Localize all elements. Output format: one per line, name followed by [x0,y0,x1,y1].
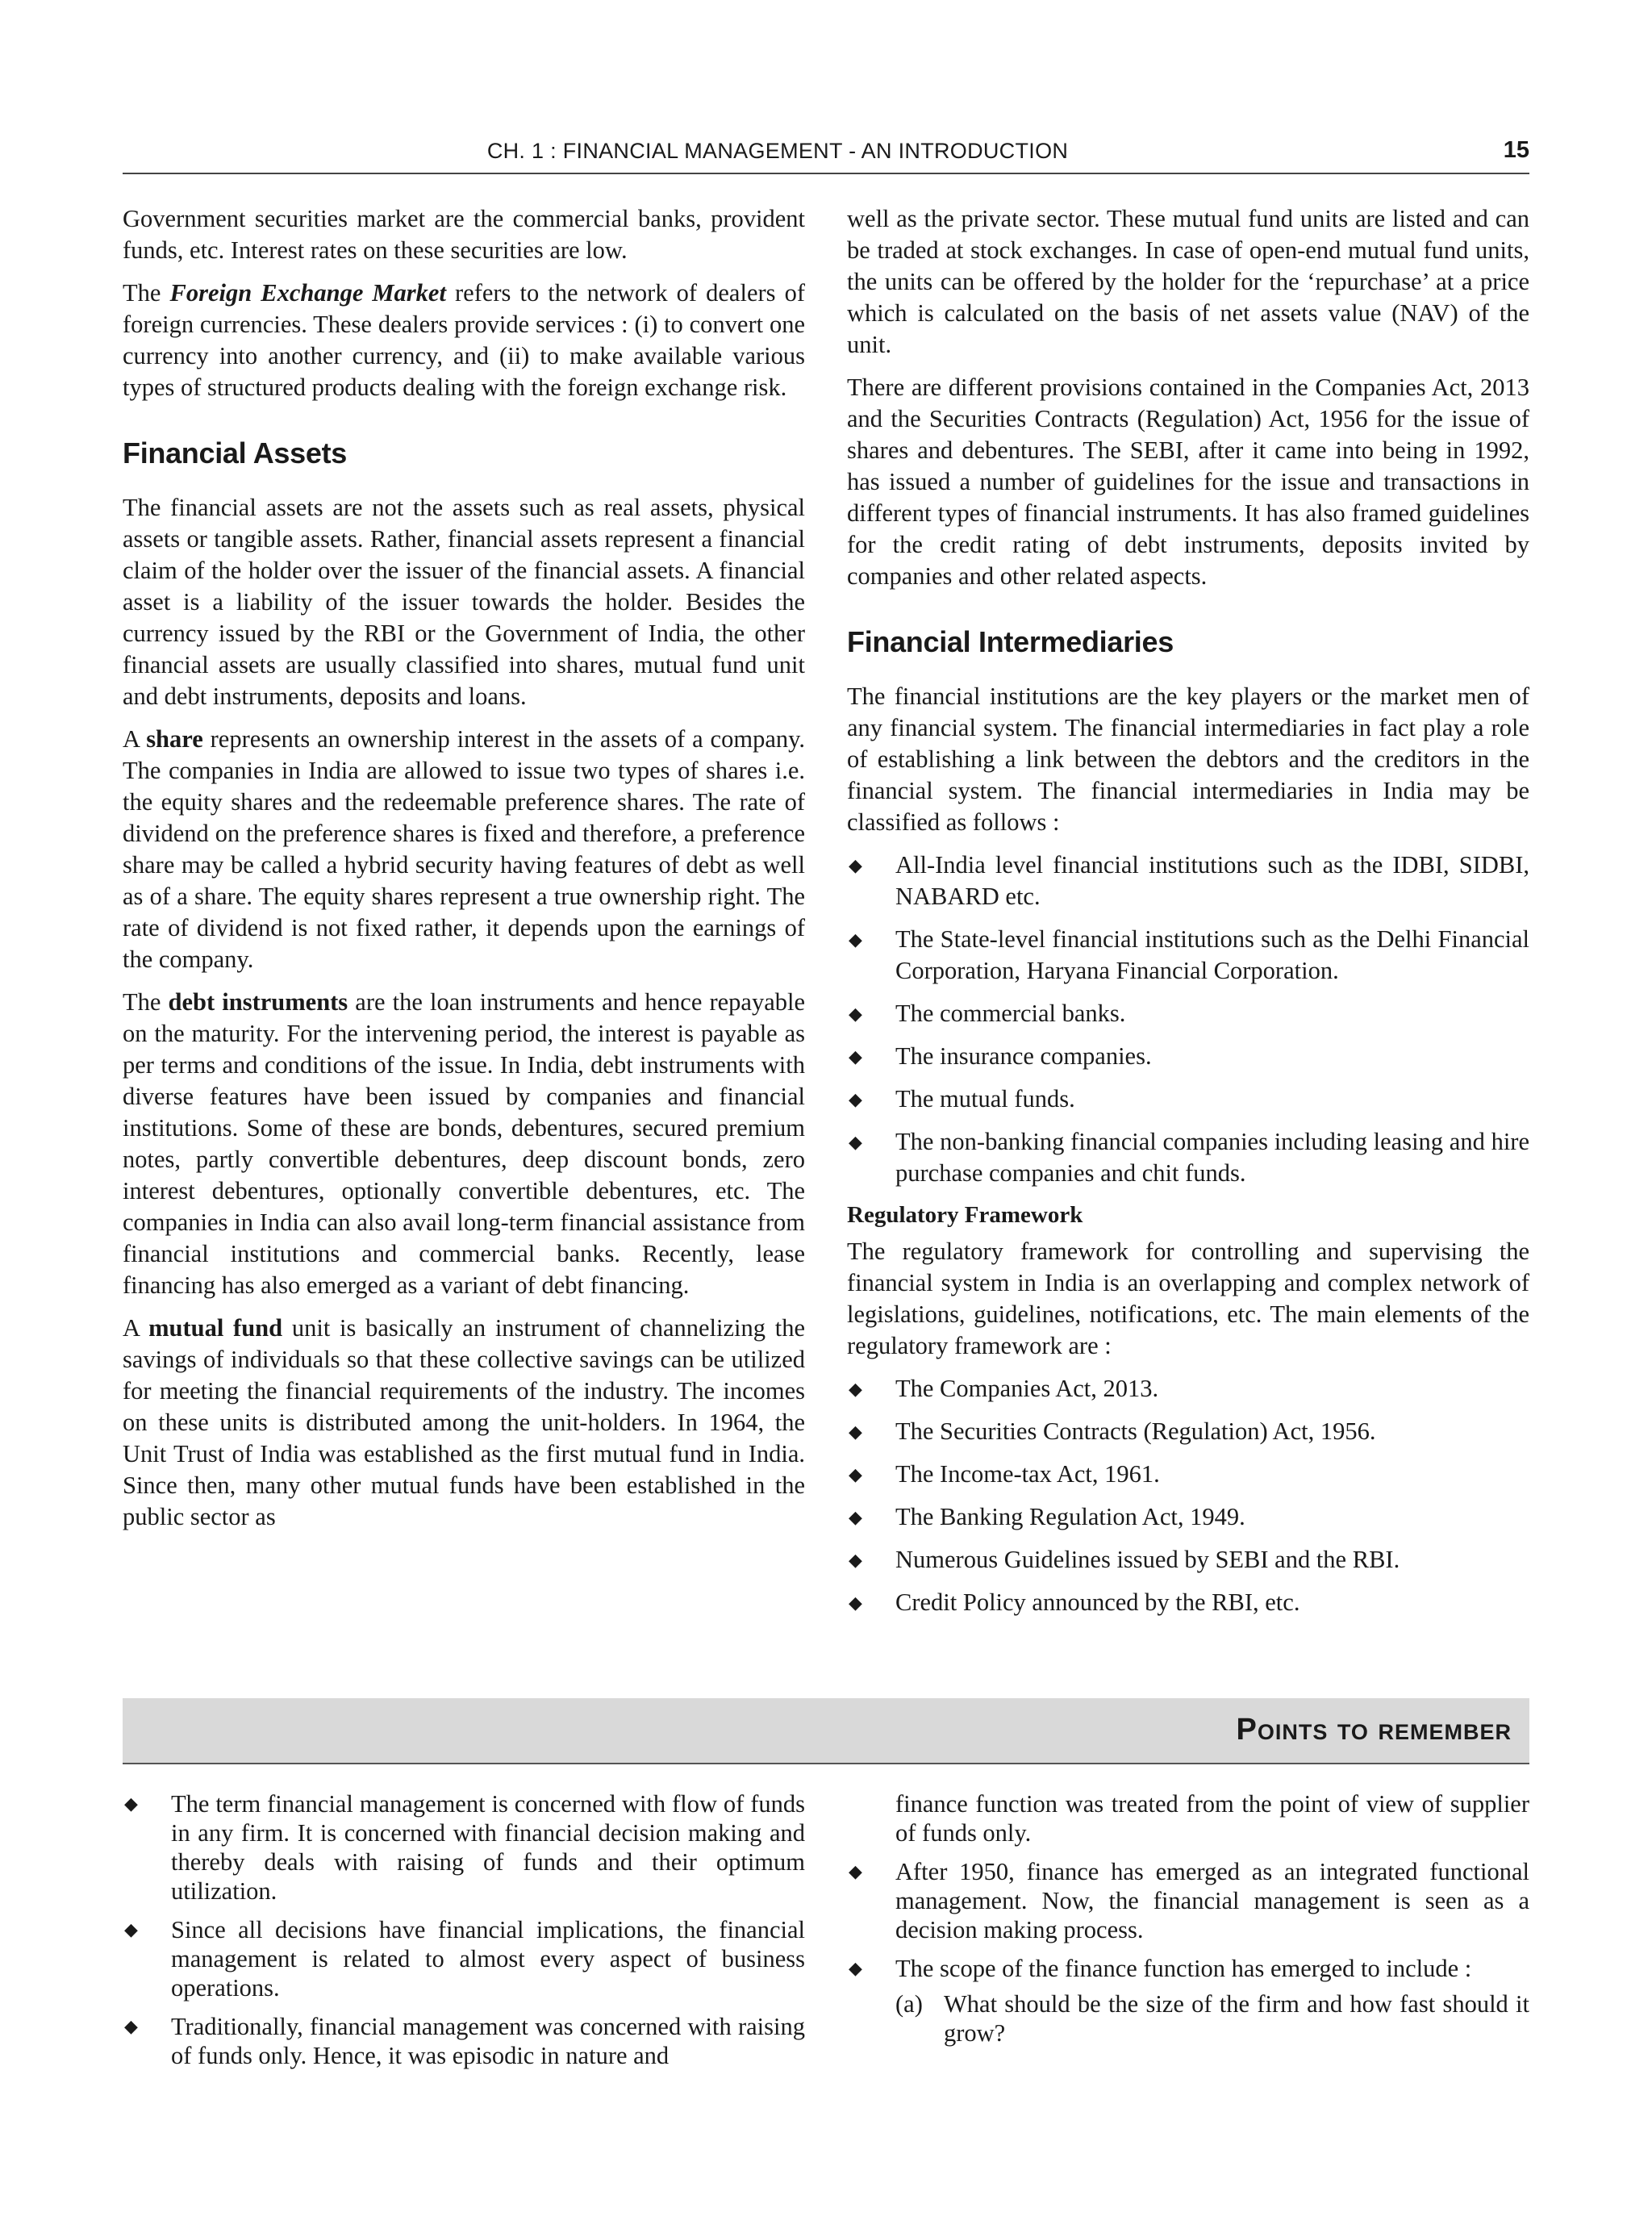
diamond-bullet-icon: ◆ [849,1551,862,1571]
item-label: (a) [895,1990,923,2018]
diamond-bullet-icon: ◆ [849,1508,862,1528]
list-item: ◆ The Companies Act, 2013. [847,1373,1529,1405]
points-list [123,1789,805,2070]
points-to-remember-banner [123,1698,1529,1764]
paragraph: The debt instruments are the loan instruments and hence repayable on the maturity. For the intervening period, the interest is payable as per terms and conditions of the issue. In India, debt instruments with diverse features have been issued by companies and financial institutions. Some of these are bonds, debentures, secured premium notes, partly convertible debentures, deep discount bonds, zero interest debentures, optionally convertible debentures, etc. The companies in India can also avail long-term financial assistance from financial institutions and commercial banks. Recently, lease financing has also emerged as a variant of debt financing. [123,988,806,1299]
paragraph: well as the private sector. These mutual fund units are listed and can be traded at stock exchanges. In case of open-end mutual fund units, the units can be offered by the holder for the ‘repurchase’ at a price which is calculated on the basis of net assets value (NAV) of the unit. [847,205,1529,358]
diamond-bullet-icon: ◆ [124,1794,138,1814]
paragraph: The regulatory framework for controlling and supervising the financial system in India is an overlapping and complex network of legislations, guidelines, notifications, etc. The main elements of the regulatory framework are : [847,1238,1529,1359]
list-item: ◆ Credit Policy announced by the RBI, etc. [847,1587,1529,1618]
diamond-bullet-icon: ◆ [849,1593,862,1613]
list-item: ◆ The State-level financial institutions such as the Delhi Financial Corporation, Haryana Financial Corporation. [849,925,1529,984]
left-column [123,203,805,1544]
section-heading-financial-assets: Financial Assets [123,436,347,470]
paragraph: A mutual fund unit is basically an instrument of channelizing the savings of individuals so that these collective savings can be utilized for meeting the financial requirements of the industry. The incomes on these units is distributed among the unit-holders. In 1964, the Unit Trust of India was established as the first mutual fund in India. Since then, many other mutual funds have been established in the public sector as [123,1314,806,1530]
diamond-bullet-icon: ◆ [849,1422,862,1442]
regulations-list [847,1373,1529,1618]
section-heading-financial-intermediaries: Financial Intermediaries [847,625,1174,658]
diamond-bullet-icon: ◆ [124,2017,138,2037]
key-term: Foreign Exchange Market [169,279,446,307]
paragraph: The financial institutions are the key players or the market men of any financial system. The financial intermediaries in fact play a role of establishing a link between the debtors and the creditors in the financial system. The financial intermediaries in India may be classified as follows : [847,683,1529,836]
continued-text: finance function was treated from the point of view of supplier of funds only. [895,1790,1529,1847]
diamond-bullet-icon: ◆ [849,1465,862,1485]
paragraph: Government securities market are the commercial banks, provident funds, etc. Interest rates on these securities are low. [123,205,805,264]
list-item: ◆ The term financial management is concerned with flow of funds in any firm. It is concerned with financial decision making and thereby deals with raising of funds and their optimum utilization. [124,1790,805,1905]
list-item: ◆ The Banking Regulation Act, 1949. [847,1501,1529,1533]
sublist-item: (a) What should be the size of the firm and how fast should it grow? [895,1990,1529,2047]
list-item: ◆ The mutual funds. [847,1083,1529,1115]
diamond-bullet-icon: ◆ [849,1133,862,1153]
page-number: 15 [1503,137,1529,163]
diamond-bullet-icon: ◆ [124,1920,138,1940]
diamond-bullet-icon: ◆ [849,930,862,950]
list-item: ◆ Traditionally, financial management was concerned with raising of funds only. Hence, it was episodic in nature and [124,2013,805,2069]
points-to-remember-title: Points to remember [1236,1713,1512,1747]
diamond-bullet-icon: ◆ [849,1862,862,1882]
subheading-regulatory-framework: Regulatory Framework [847,1202,1083,1228]
list-item: ◆ Numerous Guidelines issued by SEBI and the RBI. [847,1544,1529,1576]
points-right-column [847,1789,1529,2057]
key-term: mutual fund [148,1314,283,1342]
list-item: ◆ After 1950, finance has emerged as an integrated functional management. Now, the financial management is seen as a decision making process. [849,1858,1529,1943]
paragraph: The Foreign Exchange Market refers to the network of dealers of foreign currencies. These dealers provide services : (i) to convert one currency into another currency, and (ii) to make available various types of structured products dealing with the foreign exchange risk. [123,279,805,401]
list-item: ◆ The scope of the finance function has emerged to include : (a) What should be the size of the firm and how fast should it grow? [849,1955,1529,2047]
paragraph: The financial assets are not the assets such as real assets, physical assets or tangible assets. Rather, financial assets represent a financial claim of the holder over the issuer of the financial assets. A financial asset is a liability of the issuer towards the holder. Besides the currency issued by the RBI or the Government of India, the other financial assets are usually classified into shares, mutual fund unit and debt instruments, deposits and loans. [123,494,805,710]
diamond-bullet-icon: ◆ [849,1047,862,1067]
paragraph: A share represents an ownership interest in the assets of a company. The companies in India are allowed to issue two types of shares i.e. the equity shares and the redeemable preference shares. The rate of dividend on the preference shares is fixed and therefore, a preference share may be called a hybrid security having features of debt as well as of a share. The equity shares represent a true ownership right. The rate of dividend is not fixed rather, it depends upon the earnings of the company. [123,725,805,973]
list-item: ◆ The insurance companies. [847,1041,1529,1072]
list-item: ◆ The Income-tax Act, 1961. [847,1459,1529,1490]
key-term: share [146,725,203,753]
list-item: ◆ All-India level financial institutions such as the IDBI, SIDBI, NABARD etc. [849,851,1529,910]
diamond-bullet-icon: ◆ [849,1004,862,1025]
diamond-bullet-icon: ◆ [849,1959,862,1979]
list-item: ◆ Since all decisions have financial implications, the financial management is related to almost every aspect of business operations. [124,1916,805,2002]
intermediaries-list [847,850,1529,1189]
list-item: ◆ The Securities Contracts (Regulation) Act, 1956. [847,1416,1529,1447]
right-column [847,203,1529,1630]
points-list [847,1857,1529,2048]
diamond-bullet-icon: ◆ [849,856,862,876]
scope-sublist [895,1989,1529,2048]
diamond-bullet-icon: ◆ [849,1380,862,1400]
running-header [123,136,1529,174]
list-item: ◆ The commercial banks. [847,998,1529,1029]
chapter-title: CH. 1 : FINANCIAL MANAGEMENT - AN INTRODUCTION [486,139,1069,163]
key-term: debt instruments [168,988,348,1016]
paragraph: There are different provisions contained in the Companies Act, 2013 and the Securities Contracts (Regulation) Act, 1956 for the issue of shares and debentures. The SEBI, after it came into being in 1992, has issued a number of guidelines for the issue and transactions in different types of financial instruments. It has also framed guidelines for the credit rating of debt instruments, deposits invited by companies and other related aspects. [847,374,1529,590]
diamond-bullet-icon: ◆ [849,1090,862,1110]
points-left-column [123,1789,805,2080]
list-item: ◆ The non-banking financial companies including leasing and hire purchase companies and chit funds. [849,1128,1529,1187]
